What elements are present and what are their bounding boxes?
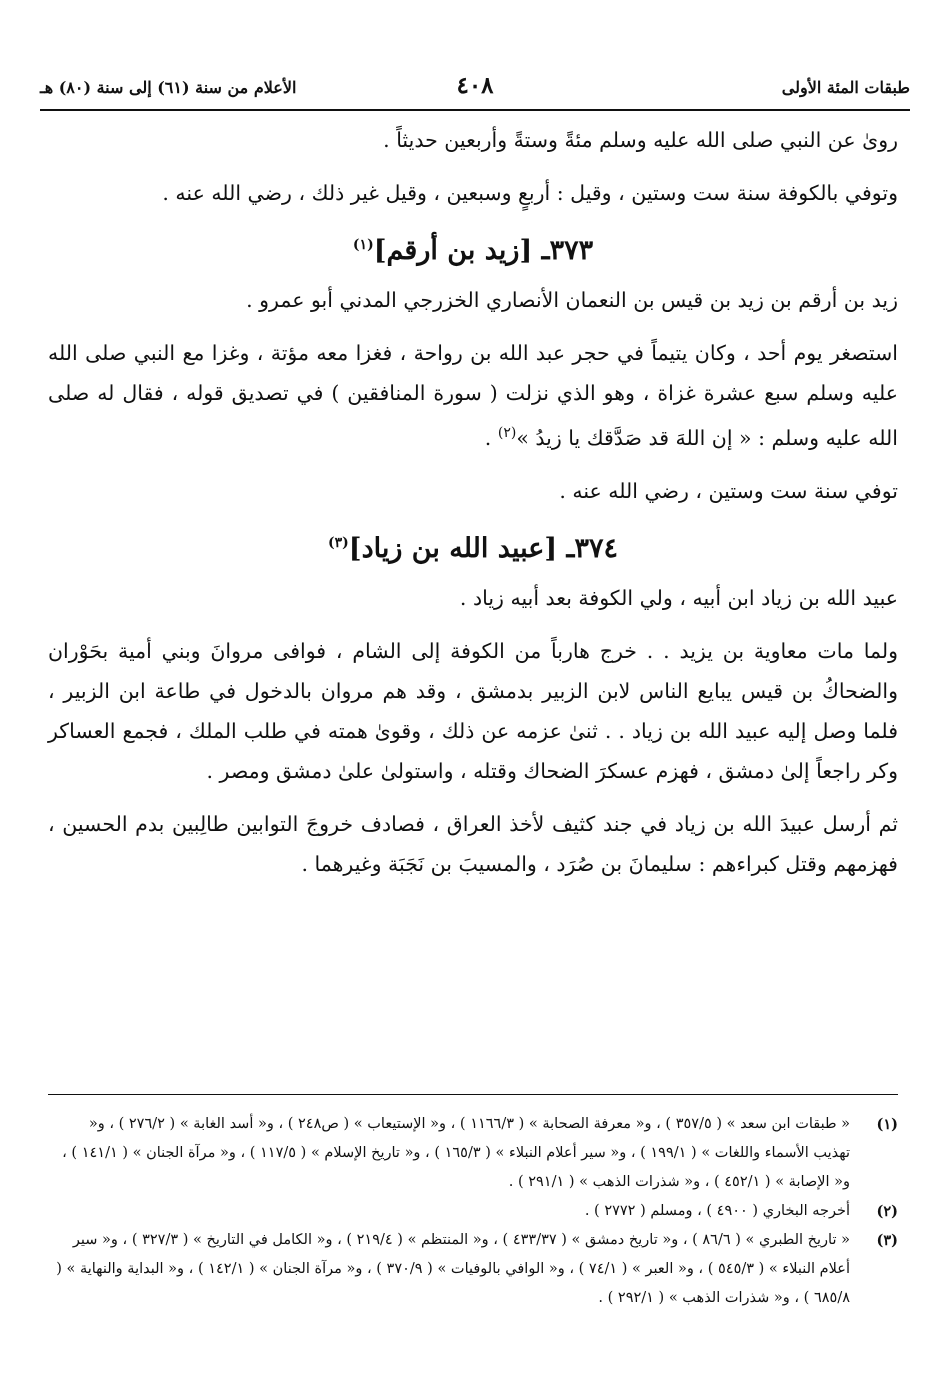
book-title: طبقات المئة الأولى — [781, 78, 910, 97]
footnote-text: « طبقات ابن سعد » ( ٣٥٧/٥ ) ، و« معرفة الصحابة » ( ١١٦٦/٣ ) ، و« الإستيعاب » ( ص٢٤٨ ) ، و« أسد الغابة » ( ٢٧٦/٢ ) ، و« تهذيب الأسماء واللغات » ( ١٩٩/١ ) ، و« سير أعلام النبلاء » ( ١٦٥/٣ ) ، و« تاريخ الإسلام » ( ١١٧/٥ ) ، و« مرآة الجنان » ( ١٤١/١ ) ، و« الإصابة » ( ٤٥٢/١ ) ، و« شذرات الذهب » ( ٢٩١/١ ) . — [62, 1116, 850, 1190]
paragraph-end: . — [484, 425, 498, 450]
main-text — [48, 120, 898, 897]
footnote-rule — [48, 1094, 898, 1095]
running-header — [40, 72, 910, 102]
page-number: ٤٠٨ — [456, 72, 494, 99]
entry-title: ٣٧٤ـ [عبيد الله بن زياد] — [348, 532, 618, 564]
paragraph: ثم أرسل عبيدَ الله بن زياد في جند كثيف لأخذ العراق ، فصادف خروجَ التوابين طالِبين بدم الحسين ، فهزمهم وقتل كبراءهم : سليمانَ بن صُرَد ، والمسيبَ بن نَجَبَة وغيرهما . — [48, 811, 898, 876]
footnote — [48, 1110, 898, 1197]
footnotes — [48, 1110, 898, 1313]
paragraph: زيد بن أرقم بن زيد بن قيس بن النعمان الأنصاري الخزرجي المدني أبو عمرو . — [246, 288, 898, 312]
entry-heading — [48, 235, 898, 266]
footnote-text: أخرجه البخاري ( ٤٩٠٠ ) ، ومسلم ( ٢٧٧٢ ) . — [584, 1203, 850, 1219]
footnote-ref[interactable]: (٣) — [328, 534, 349, 551]
paragraph: وتوفي بالكوفة سنة ست وستين ، وقيل : أربعٍ وسبعين ، وقيل غير ذلك ، رضي الله عنه . — [162, 181, 898, 205]
paragraph-text: استصغر يوم أحد ، وكان يتيماً في حجر عبد الله بن رواحة ، فغزا معه مؤتة ، وغزا مع النبي صلى الله عليه وسلم سبع عشرة غزاة ، وهو الذي نزلت ( سورة المنافقين ) في تصديق قوله ، فقال له صلى الله عليه وسلم : « إن اللهَ قد صَدَّقك يا زيدُ » — [48, 341, 898, 450]
paragraph: ولما مات معاوية بن يزيد . . خرج هارباً من الكوفة إلى الشام ، فوافى مروانَ وبني أمية بحَوْران والضحاكُ بن قيس يبايع الناس لابن الزبير بدمشق ، وقد هم مروان بالدخول في طاعة ابن الزبير ، فلما وصل إليه عبيد الله بن زياد . . ثنىٰ عزمه عن ذلك ، وقوىٰ همته في طلب الملك ، فجمع العساكر وكر راجعاً إلىٰ دمشق ، فهزم عسكرَ الضحاك وقتله ، واستولىٰ علىٰ دمشق ومصر . — [48, 638, 898, 783]
entry-title: ٣٧٣ـ [زيد بن أرقم] — [373, 235, 594, 266]
footnote — [48, 1226, 898, 1313]
header-rule — [40, 109, 910, 111]
footnote-ref[interactable]: (١) — [352, 237, 374, 253]
footnote-number: (١) — [876, 1116, 898, 1133]
entry-heading — [48, 533, 898, 564]
paragraph: عبيد الله بن زياد ابن أبيه ، ولي الكوفة بعد أبيه زياد . — [459, 585, 898, 610]
footnote-number: (٣) — [876, 1232, 898, 1249]
paragraph: توفي سنة ست وستين ، رضي الله عنه . — [559, 478, 898, 503]
footnote-text: « تاريخ الطبري » ( ٨٦/٦ ) ، و« تاريخ دمشق » ( ٤٣٣/٣٧ ) ، و« المنتظم » ( ٢١٩/٤ ) ، و« الكامل في التاريخ » ( ٣٢٧/٣ ) ، و« سير أعلام النبلاء » ( ٥٤٥/٣ ) ، و« العبر » ( ٧٤/١ ) ، و« الوافي بالوفيات » ( ٣٧٠/٩ ) ، و« مرآة الجنان » ( ١٤٢/١ ) ، و« البداية والنهاية » ( ٦٨٥/٨ ) ، و« شذرات الذهب » ( ٢٩٢/١ ) . — [56, 1232, 850, 1306]
paragraph — [48, 333, 898, 458]
footnote-ref[interactable]: (٢) — [497, 425, 517, 441]
footnote-number: (٢) — [876, 1203, 898, 1220]
footnote — [48, 1197, 898, 1226]
paragraph: رویٰ عن النبي صلى الله عليه وسلم مئةً وستةً وأربعين حديثاً . — [383, 128, 898, 152]
section-title: الأعلام من سنة (٦١) إلى سنة (٨٠) هـ — [40, 78, 297, 97]
